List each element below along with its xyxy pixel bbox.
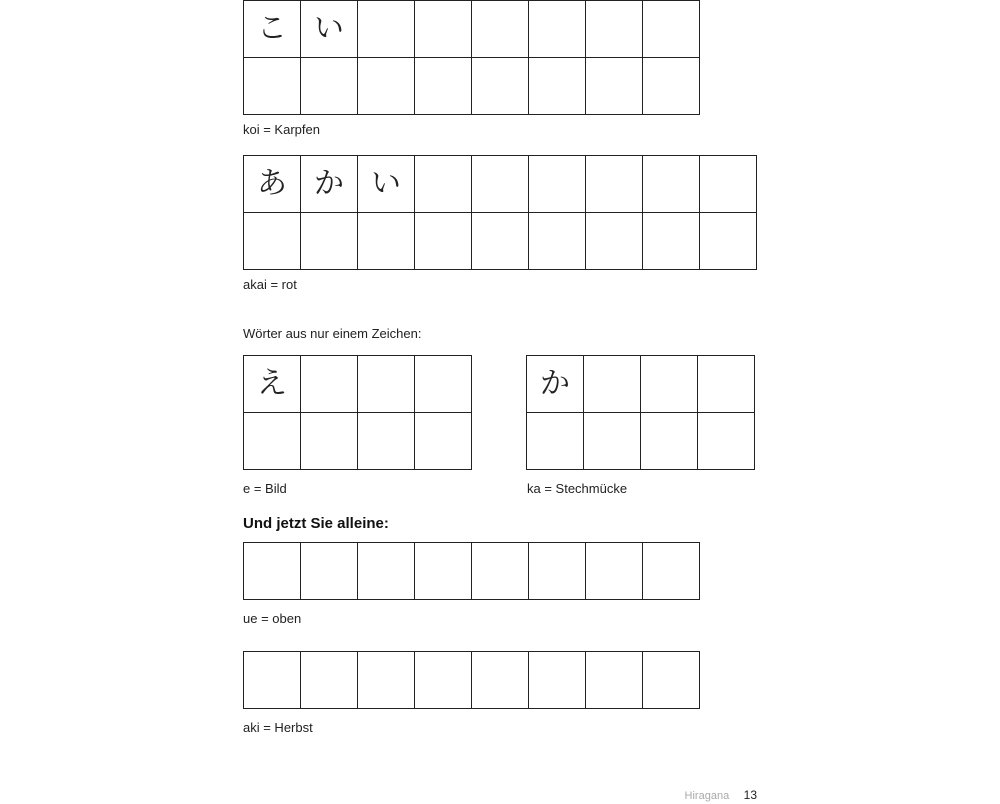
empty-practice-cell: [584, 413, 641, 470]
footer-section-title: Hiragana: [684, 790, 730, 802]
caption-koi: koi = Karpfen: [243, 122, 320, 137]
empty-practice-cell: [586, 1, 643, 58]
kana-cell: い: [301, 1, 358, 58]
practice-grid-koi: [243, 0, 700, 115]
caption-e: e = Bild: [243, 481, 287, 496]
empty-practice-cell: [415, 543, 472, 600]
empty-practice-cell: [586, 543, 643, 600]
empty-practice-cell: [529, 58, 586, 115]
empty-practice-cell: [415, 58, 472, 115]
empty-practice-cell: [244, 413, 301, 470]
page-number: 13: [743, 788, 757, 802]
empty-practice-cell: [529, 156, 586, 213]
empty-practice-cell: [301, 213, 358, 270]
empty-practice-cell: [700, 156, 757, 213]
empty-practice-cell: [586, 213, 643, 270]
empty-practice-cell: [472, 58, 529, 115]
empty-practice-cell: [358, 1, 415, 58]
empty-practice-cell: [358, 356, 415, 413]
empty-practice-cell: [586, 652, 643, 709]
single-char-intro: Wörter aus nur einem Zeichen:: [243, 326, 422, 341]
empty-practice-cell: [415, 1, 472, 58]
caption-aki: aki = Herbst: [243, 720, 313, 735]
empty-practice-cell: [301, 652, 358, 709]
kana-cell: こ: [244, 1, 301, 58]
practice-grid-ka: [526, 355, 755, 470]
empty-practice-cell: [415, 156, 472, 213]
empty-practice-cell: [358, 213, 415, 270]
kana-cell: か: [527, 356, 584, 413]
empty-practice-cell: [415, 356, 472, 413]
practice-grid-akai: [243, 155, 757, 270]
empty-practice-cell: [586, 156, 643, 213]
empty-practice-cell: [472, 1, 529, 58]
practice-grid-ue: [243, 542, 700, 600]
caption-ue: ue = oben: [243, 611, 302, 626]
empty-practice-cell: [529, 652, 586, 709]
kana-cell: あ: [244, 156, 301, 213]
empty-practice-cell: [415, 213, 472, 270]
empty-practice-cell: [358, 413, 415, 470]
self-practice-heading: Und jetzt Sie alleine:: [243, 515, 389, 532]
empty-practice-cell: [641, 413, 698, 470]
empty-practice-cell: [643, 1, 700, 58]
empty-practice-cell: [529, 543, 586, 600]
empty-practice-cell: [472, 213, 529, 270]
empty-practice-cell: [358, 652, 415, 709]
empty-practice-cell: [244, 652, 301, 709]
kana-cell: い: [358, 156, 415, 213]
empty-practice-cell: [301, 356, 358, 413]
empty-practice-cell: [586, 58, 643, 115]
kana-cell: え: [244, 356, 301, 413]
empty-practice-cell: [415, 413, 472, 470]
empty-practice-cell: [529, 1, 586, 58]
empty-practice-cell: [244, 213, 301, 270]
empty-practice-cell: [698, 356, 755, 413]
practice-grid-e: [243, 355, 472, 470]
empty-practice-cell: [472, 543, 529, 600]
empty-practice-cell: [700, 213, 757, 270]
empty-practice-cell: [698, 413, 755, 470]
empty-practice-cell: [641, 356, 698, 413]
empty-practice-cell: [301, 543, 358, 600]
empty-practice-cell: [643, 652, 700, 709]
empty-practice-cell: [643, 58, 700, 115]
kana-cell: か: [301, 156, 358, 213]
empty-practice-cell: [301, 413, 358, 470]
empty-practice-cell: [472, 652, 529, 709]
empty-practice-cell: [643, 543, 700, 600]
empty-practice-cell: [301, 58, 358, 115]
empty-practice-cell: [643, 213, 700, 270]
empty-practice-cell: [527, 413, 584, 470]
empty-practice-cell: [472, 156, 529, 213]
caption-ka: ka = Stechmücke: [527, 481, 628, 496]
empty-practice-cell: [584, 356, 641, 413]
practice-grid-aki: [243, 651, 700, 709]
empty-practice-cell: [358, 543, 415, 600]
empty-practice-cell: [643, 156, 700, 213]
empty-practice-cell: [244, 543, 301, 600]
empty-practice-cell: [529, 213, 586, 270]
empty-practice-cell: [358, 58, 415, 115]
caption-akai: akai = rot: [243, 277, 297, 292]
page-footer: [685, 786, 757, 804]
empty-practice-cell: [244, 58, 301, 115]
empty-practice-cell: [415, 652, 472, 709]
